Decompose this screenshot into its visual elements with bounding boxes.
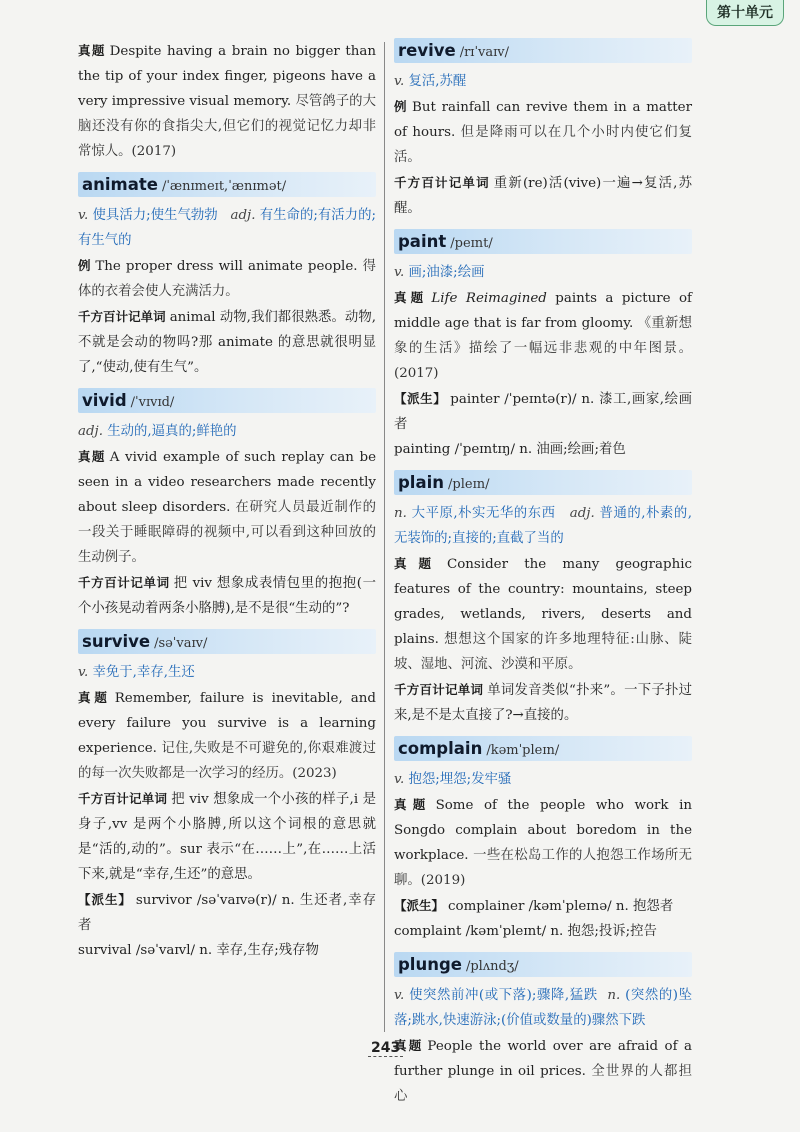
- label: 【派生】: [394, 898, 445, 913]
- example-en: The proper dress will animate people.: [95, 259, 358, 274]
- phonetic: /səˈvaɪv/: [154, 636, 208, 651]
- example-en: Remember, failure is inevitable, and every failure you survive is a learning experience.: [78, 691, 376, 756]
- derivative: survival /səˈvaɪvl/ n. 幸存,生存;残存物: [78, 943, 319, 958]
- example: [394, 551, 692, 677]
- example-zh: 想想这个国家的许多地理特征:山脉、陡坡、湿地、河流、沙漠和平原。: [394, 632, 692, 672]
- intro-example: [78, 38, 376, 164]
- meaning: (突然的)坠落;跳水,快速游泳;(价值或数量的)骤然下跌: [394, 988, 693, 1028]
- memory-tip: [394, 170, 692, 221]
- entry-head-complain: [394, 736, 692, 761]
- example-zh: 但是降雨可以在几个小时内使它们复活。: [394, 125, 693, 165]
- example-zh: 全世界的人都担心: [394, 1064, 692, 1104]
- example-zh: 在研究人员最近制作的一段关于睡眠障碍的视频中,可以看到这种回放的生动例子。: [78, 500, 376, 565]
- derivative: complainer /kəmˈpleɪnə/ n. 抱怨者: [448, 899, 674, 914]
- example-zh: 得体的衣着会使人充满活力。: [78, 259, 376, 299]
- example: [394, 1033, 692, 1109]
- meaning: 画;油漆;绘画: [408, 265, 485, 280]
- derivation: [78, 887, 376, 938]
- phonetic: /rɪˈvaɪv/: [459, 45, 509, 60]
- label: 真题: [78, 690, 111, 705]
- part-of-speech: adj.: [230, 208, 256, 223]
- definition: [78, 203, 376, 253]
- example: [394, 94, 692, 170]
- memory-tip: [78, 304, 376, 380]
- phonetic: /ˈvɪvɪd/: [130, 395, 175, 410]
- label: 真题: [394, 1038, 424, 1053]
- phonetic: /kəmˈpleɪn/: [486, 743, 560, 758]
- definition: [394, 501, 692, 551]
- meaning: 生动的,逼真的;鲜艳的: [107, 424, 237, 439]
- memory-text: 单词发音类似“扑来”。一下子扑过来,是不是太直接了?→直接的。: [394, 683, 692, 723]
- headword: plain: [398, 473, 445, 492]
- headword: paint: [398, 232, 447, 251]
- memory-tip: [78, 570, 376, 621]
- meaning: 普通的,朴素的,无装饰的;直接的;直截了当的: [394, 506, 692, 546]
- memory-text: 重新(re)活(vive)一遍→复活,苏醒。: [394, 176, 692, 216]
- derivative: complaint /kəmˈpleɪnt/ n. 抱怨;投诉;控告: [394, 924, 657, 939]
- example-zh: 《重新想象的生活》描绘了一幅远非悲观的中年图景。(2017): [394, 316, 692, 381]
- label: 真题: [394, 797, 432, 812]
- headword: complain: [398, 739, 483, 758]
- entry-head-paint: [394, 229, 692, 254]
- example: [78, 444, 376, 570]
- phonetic: /ˈænɪmeɪt,ˈænɪmət/: [161, 179, 287, 194]
- memory-text: 把 viv 想象成一个小孩的样子,i 是身子,vv 是两个小胳膊,所以这个词根的意思就是“活的,动的”。sur 表示“在……上”,在……上活下来,就是“幸存,生还”的意思。: [78, 792, 376, 882]
- example-en: Despite having a brain no bigger than the tip of your index finger, pigeons have a very impressive visual memory.: [78, 44, 376, 109]
- meaning: 复活,苏醒: [408, 74, 467, 89]
- derivative: survivor /səˈvaɪvə(r)/ n. 生还者,幸存者: [78, 893, 376, 933]
- example-en: Some of the people who work in Songdo complain about boredom in the workplace.: [394, 798, 692, 863]
- derivation: [78, 938, 376, 963]
- label: 真题: [394, 556, 443, 571]
- part-of-speech: v.: [78, 665, 89, 680]
- meaning: 大平原,朴实无华的东西: [411, 506, 556, 521]
- label: 例: [394, 99, 408, 114]
- example: [78, 253, 376, 304]
- example-zh: 尽管鸽子的大脑还没有你的食指尖大,但它们的视觉记忆力却非常惊人。(2017): [78, 94, 376, 159]
- derivation: [394, 893, 692, 919]
- phonetic: /peɪnt/: [450, 236, 493, 251]
- headword: vivid: [82, 391, 127, 410]
- example-en: Consider the many geographic features of the country: mountains, steep grades, wetlands, rivers, deserts and plains.: [394, 557, 692, 647]
- left-column: [78, 38, 376, 963]
- example: [394, 285, 692, 386]
- label: 千方百计记单词: [78, 309, 166, 324]
- headword: survive: [82, 632, 151, 651]
- memory-tip: [394, 677, 692, 728]
- entry-head-plain: [394, 470, 692, 495]
- example-en: People the world over are afraid of a further plunge in oil prices.: [394, 1039, 692, 1079]
- label: 千方百计记单词: [394, 682, 484, 697]
- derivation: [394, 919, 692, 944]
- definition: [394, 983, 692, 1033]
- part-of-speech: v.: [394, 265, 405, 280]
- derivation: [394, 437, 692, 462]
- meaning: 使突然前冲(或下落);骤降,猛跌: [409, 988, 598, 1003]
- example-en: A vivid example of such replay can be seen in a video researchers made recently about sleep disorders.: [78, 450, 376, 515]
- entry-head-vivid: [78, 388, 376, 413]
- entry-head-plunge: [394, 952, 692, 977]
- book-title: Life Reimagined: [431, 291, 547, 306]
- derivation: [394, 386, 692, 437]
- meaning: 有生命的;有活力的;有生气的: [78, 208, 376, 248]
- unit-tab: 第十单元: [706, 0, 784, 26]
- headword: revive: [398, 41, 456, 60]
- label: 真题: [78, 43, 106, 58]
- example-en: paints a picture of middle age that is far from gloomy.: [394, 291, 693, 331]
- meaning: 使具活力;使生气勃勃: [92, 208, 218, 223]
- right-column: [394, 38, 692, 1109]
- column-divider: [384, 42, 385, 1032]
- part-of-speech: n.: [394, 506, 407, 521]
- memory-text: animal 动物,我们都很熟悉。动物,不就是会动的物吗?那 animate 的意思就很明显了,“使动,使有生气”。: [78, 310, 376, 375]
- part-of-speech: v.: [78, 208, 89, 223]
- definition: [78, 660, 376, 685]
- definition: [394, 260, 692, 285]
- part-of-speech: v.: [394, 988, 405, 1003]
- part-of-speech: v.: [394, 74, 405, 89]
- part-of-speech: adj.: [569, 506, 595, 521]
- memory-text: 把 viv 想象成表情包里的抱抱(一个小孩晃动着两条小胳膊),是不是很“生动的”?: [78, 576, 376, 616]
- label: 千方百计记单词: [78, 575, 170, 590]
- meaning: 幸免于,幸存,生还: [92, 665, 195, 680]
- label: 【派生】: [78, 892, 132, 907]
- example: [78, 685, 376, 786]
- example-en: But rainfall can revive them in a matter of hours.: [394, 100, 692, 140]
- label: 千方百计记单词: [394, 175, 490, 190]
- part-of-speech: n.: [607, 988, 621, 1003]
- example-zh: 记住,失败是不可避免的,你艰难渡过的每一次失败都是一次学习的经历。(2023): [78, 741, 377, 781]
- label: 千方百计记单词: [78, 791, 168, 806]
- label: 真题: [78, 449, 106, 464]
- label: 真题: [394, 290, 428, 305]
- derivative: painting /ˈpeɪntɪŋ/ n. 油画;绘画;着色: [394, 442, 626, 457]
- definition: [394, 69, 692, 94]
- phonetic: /plʌndʒ/: [465, 959, 519, 974]
- part-of-speech: v.: [394, 772, 405, 787]
- definition: [394, 767, 692, 792]
- entry-head-revive: [394, 38, 692, 63]
- headword: plunge: [398, 955, 462, 974]
- example-zh: 一些在松岛工作的人抱怨工作场所无聊。(2019): [394, 848, 693, 888]
- meaning: 抱怨;埋怨;发牢骚: [408, 772, 512, 787]
- entry-head-survive: [78, 629, 376, 654]
- derivative: painter /ˈpeɪntə(r)/ n. 漆工,画家,绘画者: [394, 392, 692, 432]
- part-of-speech: adj.: [78, 424, 103, 439]
- headword: animate: [82, 175, 158, 194]
- page-number: 243: [368, 1040, 403, 1057]
- entry-head-animate: [78, 172, 376, 197]
- label: 【派生】: [394, 391, 447, 406]
- definition: [78, 419, 376, 444]
- phonetic: /pleɪn/: [448, 477, 490, 492]
- label: 例: [78, 258, 92, 273]
- memory-tip: [78, 786, 376, 887]
- example: [394, 792, 692, 893]
